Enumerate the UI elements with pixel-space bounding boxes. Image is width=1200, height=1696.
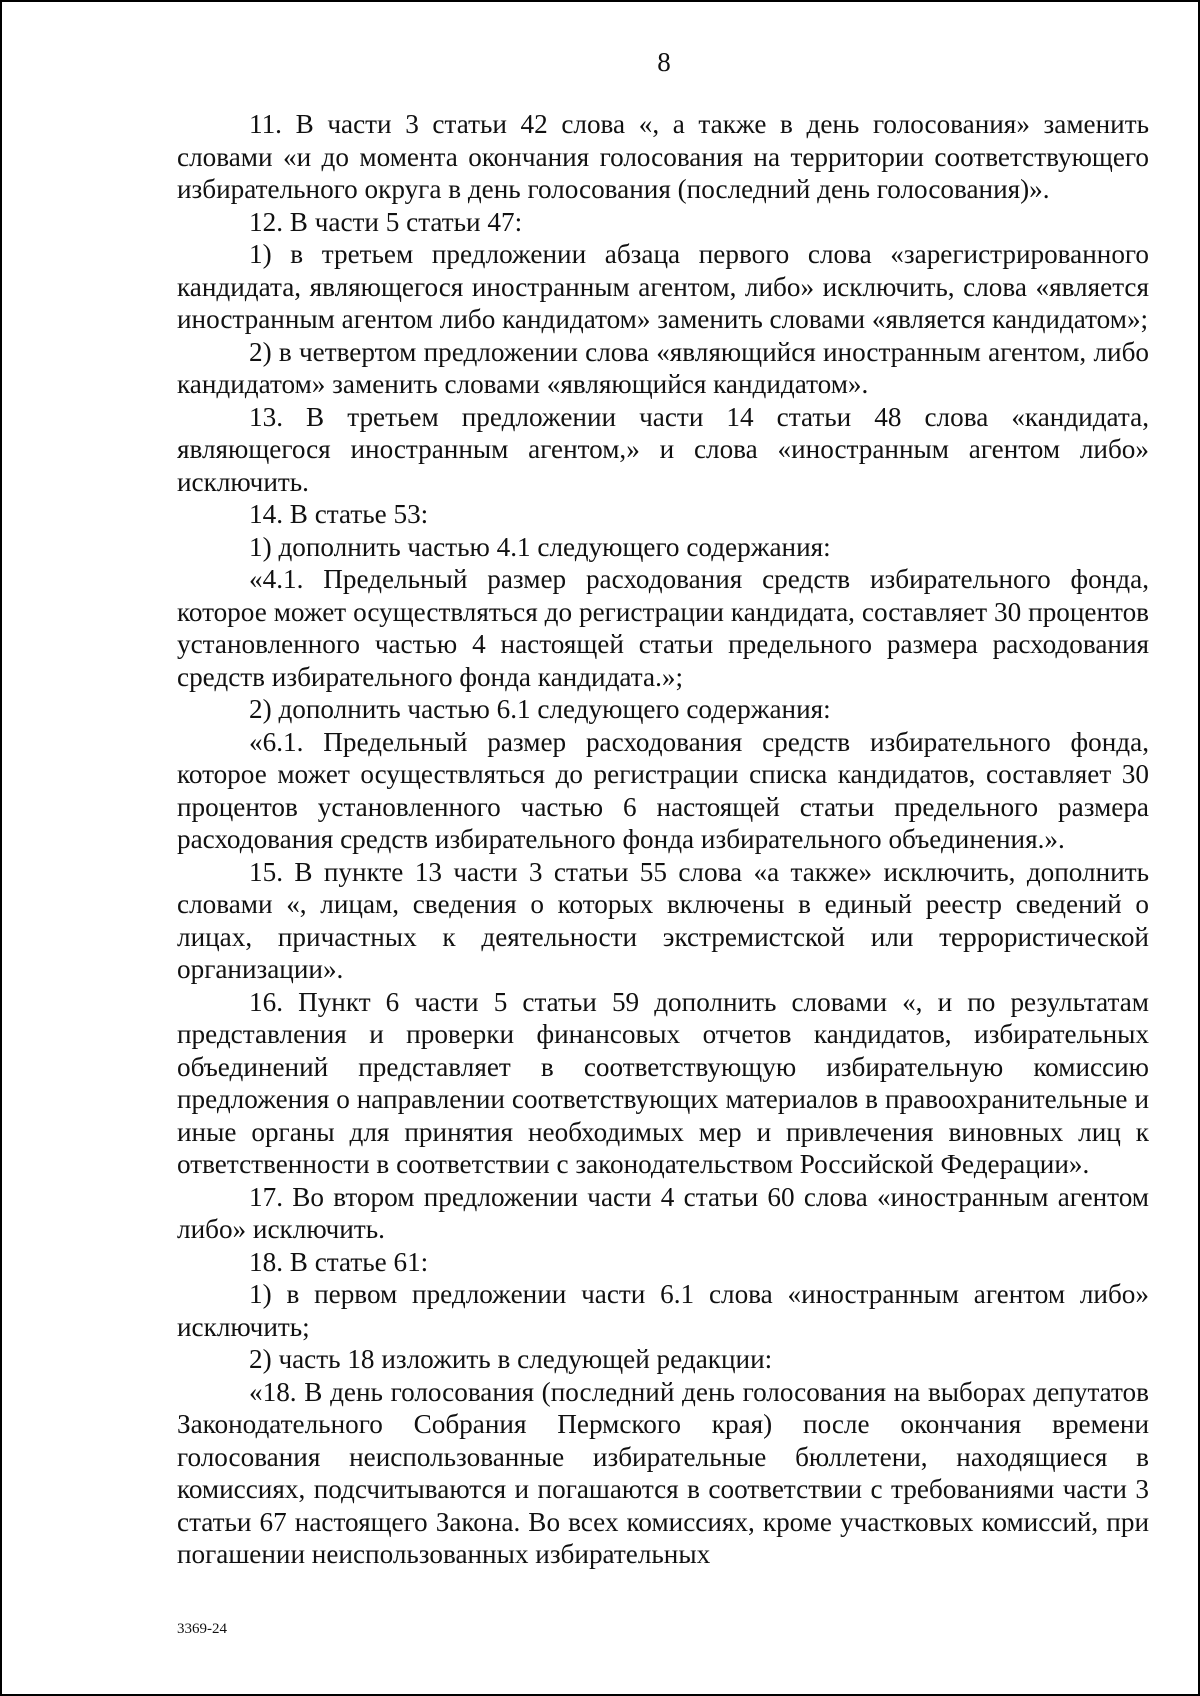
paragraph-14-quote-6-1: «6.1. Предельный размер расходования средств избирательного фонда, которое может осуществляться до регистрации списка кандидатов, составляет 30 процентов установленного частью 6 настоящей статьи предельного размера расходования средств избирательного фонда избирательного объединения.». xyxy=(177,726,1149,854)
document-code: 3369-24 xyxy=(177,1621,227,1637)
paragraph-14-item-1: 1) дополнить частью 4.1 следующего содержания: xyxy=(249,531,831,562)
paragraph-16: 16. Пункт 6 части 5 статьи 59 дополнить словами «, и по результатам представления и проверки финансовых отчетов кандидатов, избирательных объединений представляет в соответствующую избирательную комиссию предложения о направлении соответствующих материалов в правоохранительные и иные органы для принятия необходимых мер и привлечения виновных лиц к ответственности в соответствии с законодательством Российской Федерации». xyxy=(177,986,1149,1179)
paragraph-12-item-2: 2) в четвертом предложении слова «являющийся иностранным агентом, либо кандидатом» заменить словами «являющийся кандидатом». xyxy=(177,336,1149,399)
paragraph-14-quote-4-1: «4.1. Предельный размер расходования средств избирательного фонда, которое может осуществляться до регистрации кандидата, составляет 30 процентов установленного частью 4 настоящей статьи предельного размера расходования средств избирательного фонда кандидата.»; xyxy=(177,564,1149,692)
paragraph-18: 18. В статье 61: xyxy=(249,1246,429,1277)
paragraph-15: 15. В пункте 13 части 3 статьи 55 слова «а также» исключить, дополнить словами «, лицам, сведения о которых включены в единый реестр сведений о лицах, причастных к деятельности экстремистской или террористической организации». xyxy=(177,856,1149,984)
paragraph-18-item-1: 1) в первом предложении части 6.1 слова «иностранным агентом либо» исключить; xyxy=(177,1279,1149,1342)
paragraph-18-quote: «18. В день голосования (последний день голосования на выборах депутатов Законодательного Собрания Пермского края) после окончания времени голосования неиспользованные избирательные бюллетени, находящиеся в комиссиях, подсчитываются и погашаются в соответствии с требованиями части 3 статьи 67 настоящего Закона. Во всех комиссиях, кроме участковых комиссий, при погашении неиспользованных избирательных xyxy=(177,1376,1149,1569)
paragraph-11: 11. В части 3 статьи 42 слова «, а также в день голосования» заменить словами «и до момента окончания голосования на территории соответствующего избирательного округа в день голосования (последний день голосования)». xyxy=(177,109,1149,204)
page-number: 8 xyxy=(657,47,671,77)
paragraph-14: 14. В статье 53: xyxy=(249,499,429,529)
paragraph-18-item-2: 2) часть 18 изложить в следующей редакции: xyxy=(249,1344,773,1374)
paragraph-12: 12. В части 5 статьи 47: xyxy=(249,206,523,237)
paragraph-12-item-1: 1) в третьем предложении абзаца первого слова «зарегистрированного кандидата, являющегося иностранным агентом, либо» исключить, слова «является иностранным агентом либо кандидатом» заменить словами «является кандидатом»; xyxy=(177,239,1149,334)
paragraph-17: 17. Во втором предложении части 4 статьи 60 слова «иностранным агентом либо» исключить. xyxy=(177,1181,1149,1244)
paragraph-14-item-2: 2) дополнить частью 6.1 следующего содержания: xyxy=(249,694,831,724)
document-body xyxy=(177,108,1149,1571)
paragraph-13: 13. В третьем предложении части 14 статьи 48 слова «кандидата, являющегося иностранным агентом,» и слова «иностранным агентом либо» исключить. xyxy=(177,401,1149,497)
